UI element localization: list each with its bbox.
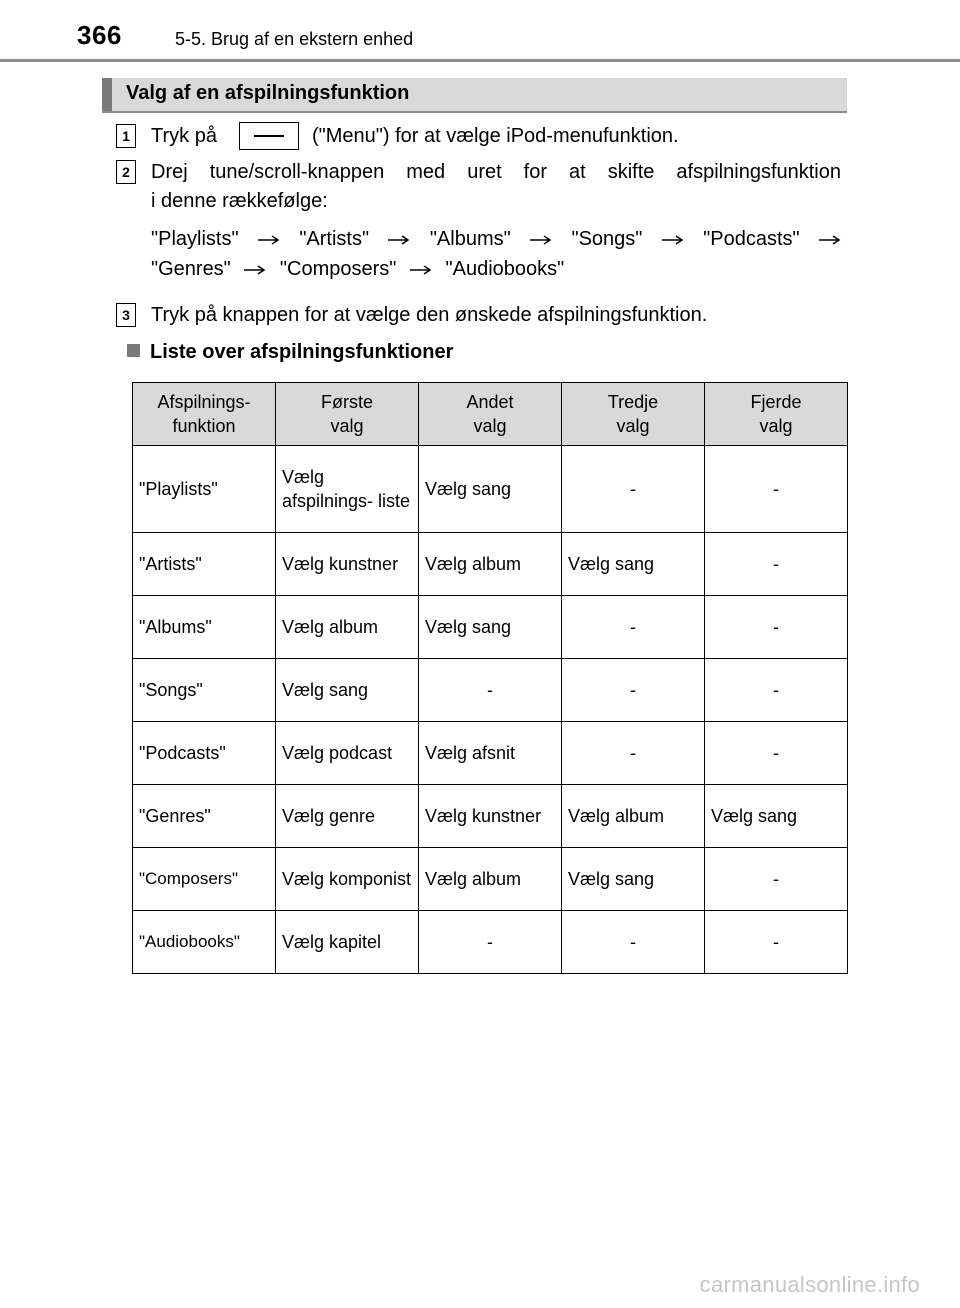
table-cell: Vælg kunstner — [419, 785, 562, 848]
table-row — [133, 785, 848, 848]
table-cell: "Podcasts" — [133, 722, 276, 785]
step-3-text: Tryk på knappen for at vælge den ønskede afspilningsfunktion. — [151, 304, 708, 326]
mode-sequence-line-2 — [151, 258, 564, 281]
page-title: Valg af en afspilningsfunktion — [126, 82, 410, 104]
sequence-item: "Podcasts" — [703, 228, 800, 250]
column-header: Afspilnings- funktion — [133, 383, 276, 446]
title-accent-bar — [102, 78, 112, 111]
table-cell: - — [562, 722, 705, 785]
table-cell: Vælg kapitel — [276, 911, 419, 974]
column-header: Andet valg — [419, 383, 562, 446]
table-cell: Vælg album — [419, 533, 562, 596]
arrow-right-icon — [388, 234, 410, 246]
table-cell: Vælg afspilnings- liste — [276, 446, 419, 533]
table-cell: - — [419, 659, 562, 722]
step-1-before: Tryk på — [151, 125, 217, 147]
arrow-right-icon — [530, 234, 552, 246]
sequence-item: "Audiobooks" — [445, 258, 565, 280]
table-cell: "Songs" — [133, 659, 276, 722]
table-cell: Vælg sang — [562, 533, 705, 596]
step-number-3: 3 — [116, 303, 136, 327]
square-bullet-icon — [127, 344, 140, 357]
section-heading: 5-5. Brug af en ekstern enhed — [175, 29, 414, 49]
sequence-item: "Artists" — [299, 228, 370, 250]
arrow-right-icon — [662, 234, 684, 246]
table-cell: "Artists" — [133, 533, 276, 596]
table-row — [133, 596, 848, 659]
table-cell: Vælg sang — [705, 785, 848, 848]
table-cell: - — [705, 722, 848, 785]
table-cell: Vælg podcast — [276, 722, 419, 785]
title-box — [102, 78, 847, 113]
step-2-line-2: i denne rækkefølge: — [151, 190, 328, 212]
arrow-right-icon — [258, 234, 280, 246]
table-row — [133, 533, 848, 596]
sequence-item: "Genres" — [151, 258, 231, 280]
table-cell: Vælg komponist — [276, 848, 419, 911]
table-cell: - — [562, 911, 705, 974]
step-number-1: 1 — [116, 124, 136, 148]
table-cell: - — [705, 659, 848, 722]
arrow-right-icon — [819, 234, 841, 246]
table-cell: Vælg sang — [419, 446, 562, 533]
step-number-2: 2 — [116, 160, 136, 184]
table-cell: Vælg album — [419, 848, 562, 911]
sequence-item: "Songs" — [571, 228, 643, 250]
table-cell: - — [705, 596, 848, 659]
table-cell: "Albums" — [133, 596, 276, 659]
table-cell: "Genres" — [133, 785, 276, 848]
table-cell: - — [562, 446, 705, 533]
header-rule — [0, 59, 960, 62]
table-cell: - — [705, 446, 848, 533]
arrow-right-icon — [410, 264, 432, 276]
watermark: carmanualsonline.info — [699, 1272, 920, 1297]
table-cell: "Composers" — [133, 848, 276, 911]
table-cell: Vælg kunstner — [276, 533, 419, 596]
table-row — [133, 446, 848, 533]
table-cell: Vælg sang — [419, 596, 562, 659]
table-cell: Vælg sang — [276, 659, 419, 722]
table-row — [133, 659, 848, 722]
sequence-item: "Composers" — [279, 258, 397, 280]
table-cell: Vælg afsnit — [419, 722, 562, 785]
page-number: 366 — [77, 20, 122, 50]
table-cell: "Playlists" — [133, 446, 276, 533]
table-cell: Vælg sang — [562, 848, 705, 911]
table-cell: Vælg album — [276, 596, 419, 659]
table-row — [133, 722, 848, 785]
menu-button-icon — [239, 122, 299, 150]
mode-sequence-line-1 — [151, 228, 841, 251]
subheading-text: Liste over afspilningsfunktioner — [150, 341, 454, 363]
table-row — [133, 848, 848, 911]
table-cell: - — [705, 533, 848, 596]
table-cell: - — [705, 911, 848, 974]
sequence-item: "Playlists" — [151, 228, 239, 250]
sequence-item: "Albums" — [429, 228, 511, 250]
step-2-line-1: Drej tune/scroll-knappen med uret for at skifte afspilningsfunktion — [151, 161, 841, 183]
table-cell: Vælg album — [562, 785, 705, 848]
step-1-after: ("Menu") for at vælge iPod-menufunktion. — [312, 125, 679, 147]
arrow-right-icon — [244, 264, 266, 276]
table-cell: - — [562, 596, 705, 659]
table-cell: "Audiobooks" — [133, 911, 276, 974]
column-header: Første valg — [276, 383, 419, 446]
subheading — [127, 341, 453, 364]
playback-modes-table — [132, 382, 848, 974]
table-cell: - — [562, 659, 705, 722]
table-row — [133, 911, 848, 974]
table-cell: Vælg genre — [276, 785, 419, 848]
column-header: Fjerde valg — [705, 383, 848, 446]
column-header: Tredje valg — [562, 383, 705, 446]
table-cell: - — [419, 911, 562, 974]
table-cell: - — [705, 848, 848, 911]
table-header-row — [133, 383, 848, 446]
